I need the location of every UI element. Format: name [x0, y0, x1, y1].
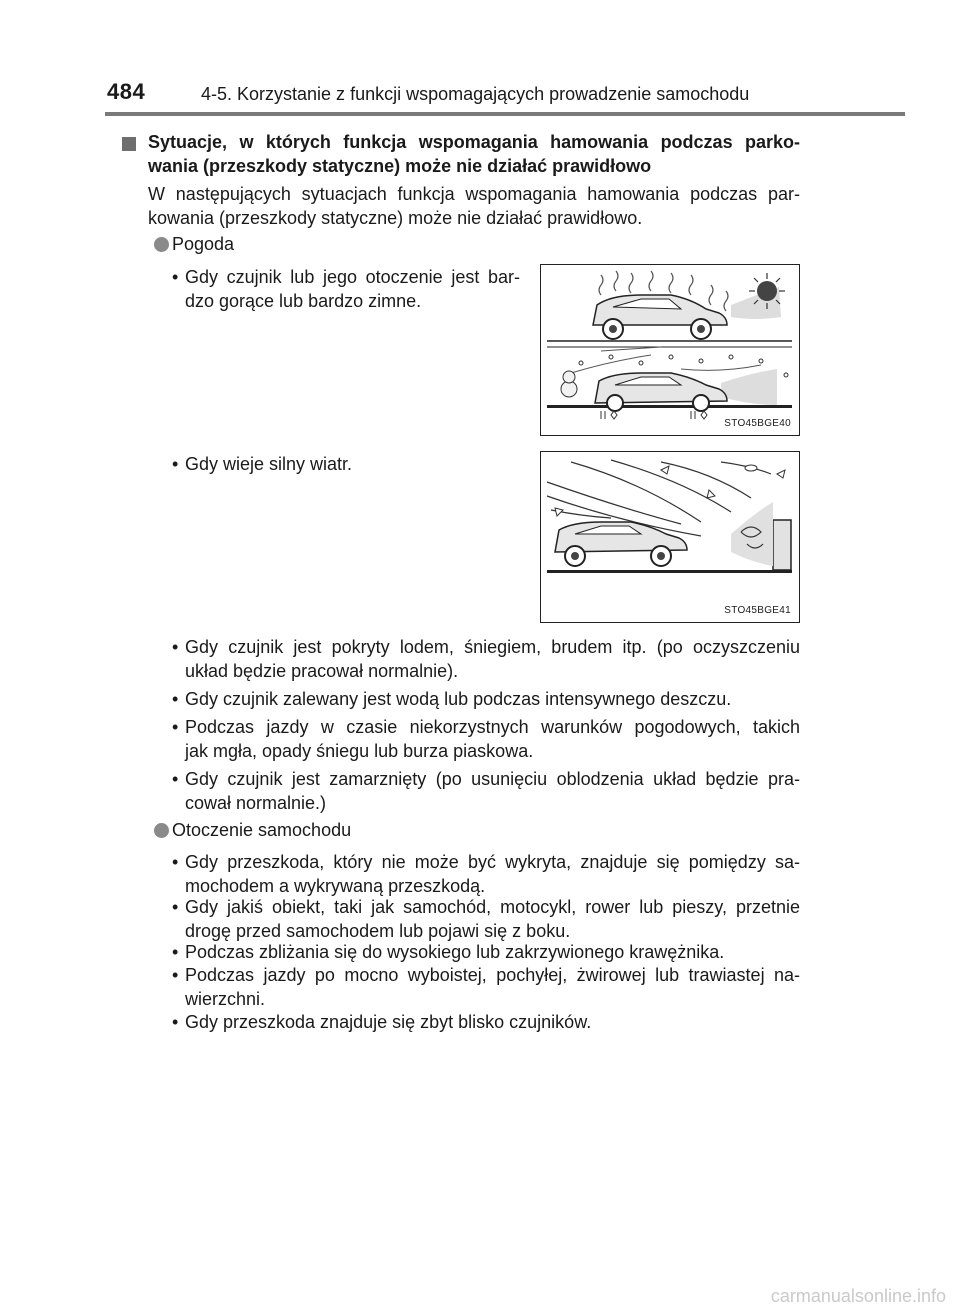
surroundings-item-5: • Gdy przeszkoda znajduje się zbyt blisko czujników. [172, 1012, 592, 1032]
hot-cold-car-illustration [541, 265, 798, 434]
page-number: 484 [107, 79, 146, 104]
weather-item-6: • Gdy czujnik jest zamarznięty (po usunięciu oblodzenia układ będzie pra- cował normalnie.) [172, 769, 800, 813]
intro-paragraph [148, 182, 800, 230]
weather-item-2: • Gdy wieje silny wiatr. [172, 454, 353, 474]
figure-hot-cold [540, 264, 800, 436]
section-heading [148, 130, 800, 178]
intro-line-1: W następujących sytuacjach funkcja wspomagania hamowania podczas par- [148, 184, 800, 204]
header-divider [105, 112, 905, 116]
heading-square-icon [122, 137, 136, 151]
wind-car-illustration [541, 452, 798, 621]
bullet-mark: • [172, 267, 179, 287]
surroundings-bullet-icon [154, 823, 169, 838]
intro-line-2: kowania (przeszkody statyczne) może nie działać prawidłowo. [148, 208, 643, 228]
heading-line-1: Sytuacje, w których funkcja wspomagania hamowania podczas parko- [148, 132, 800, 152]
surroundings-label: Otoczenie samochodu [172, 820, 352, 840]
surroundings-item-2: • Gdy jakiś obiekt, taki jak samochód, motocykl, rower lub pieszy, przetnie drogę przed samochodem lub pojawi się z boku. [172, 897, 800, 941]
watermark: carmanualsonline.info [770, 1286, 946, 1306]
surroundings-item-3: • Podczas zbliżania się do wysokiego lub zakrzywionego krawężnika. [172, 942, 725, 962]
figure-code: STO45BGE40 [724, 418, 791, 429]
heading-line-2: wania (przeszkody statyczne) może nie działać prawidłowo [148, 156, 652, 176]
surroundings-item-4: • Podczas jazdy po mocno wyboistej, pochyłej, żwirowej lub trawiastej na- wierzchni. [172, 965, 800, 1009]
weather-item-1: • Gdy czujnik lub jego otoczenie jest bar- dzo gorące lub bardzo zimne. [172, 267, 520, 311]
weather-label: Pogoda [172, 234, 235, 254]
weather-item-4: • Gdy czujnik zalewany jest wodą lub podczas intensywnego deszczu. [172, 689, 732, 709]
weather-item-5: • Podczas jazdy w czasie niekorzystnych warunków pogodowych, takich jak mgła, opady śniegu lub burza piaskowa. [172, 717, 800, 761]
page-header [0, 0, 960, 118]
surroundings-item-1: • Gdy przeszkoda, który nie może być wykryta, znajduje się pomiędzy sa- mochodem a wykrywaną przeszkodą. [172, 852, 800, 896]
figure-code: STO45BGE41 [724, 605, 791, 616]
weather-bullet-icon [154, 237, 169, 252]
weather-item-3: • Gdy czujnik jest pokryty lodem, śniegiem, brudem itp. (po oczyszczeniu układ będzie pracował normalnie). [172, 637, 800, 681]
figure-wind [540, 451, 800, 623]
section-title: 4-5. Korzystanie z funkcji wspomagających prowadzenie samochodu [201, 84, 750, 104]
